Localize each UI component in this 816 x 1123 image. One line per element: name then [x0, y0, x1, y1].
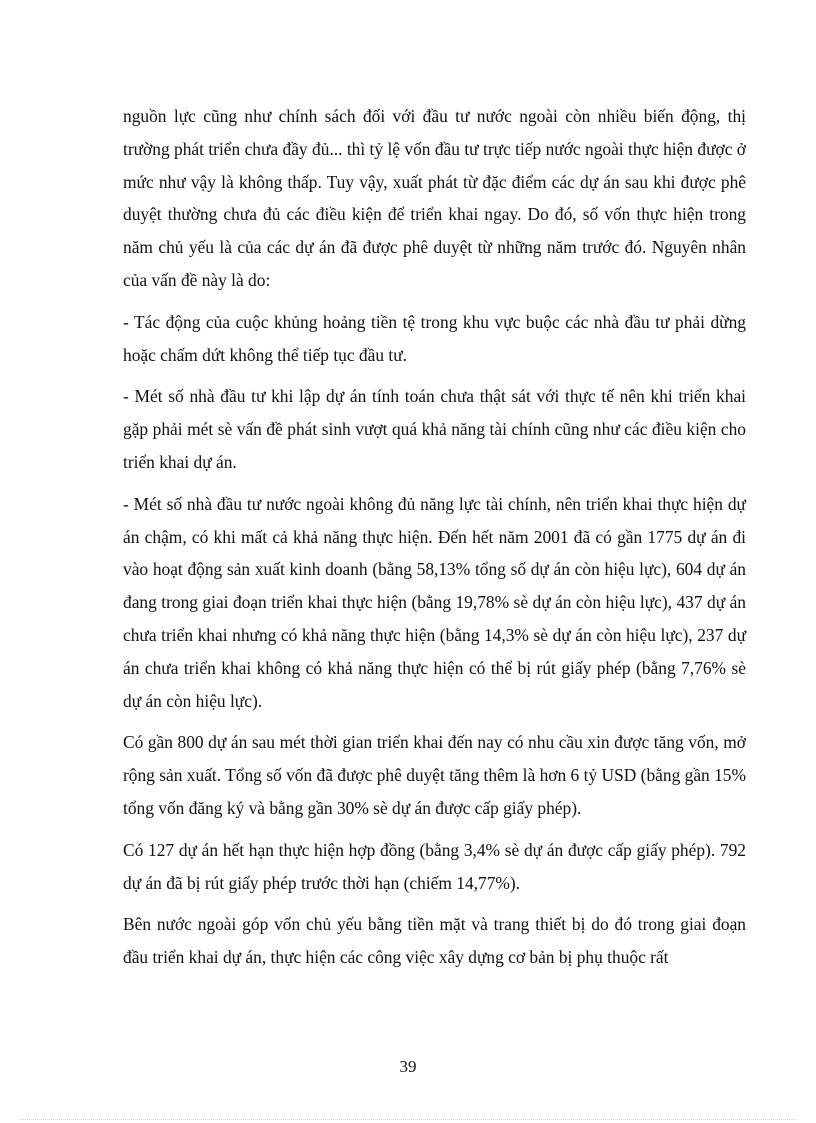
paragraph-bullet-finance: - Mét số nhà đầu tư nước ngoài không đủ năng lực tài chính, nên triển khai thực hiện dự án chậm, có khi mất cả khả năng thực hiện. Đến hết năm 2001 đã có gần 1775 dự án đi vào hoạt động sản xuất kinh doanh (bằng 58,13% tổng số dự án còn hiệu lực), 604 dự án đang trong giai đoạn triển khai thực hiện (bằng 19,78% sè dự án còn hiệu lực), 437 dự án chưa triển khai nhưng có khả năng thực hiện (bằng 14,3% sè dự án còn hiệu lực), 237 dự án chưa triển khai không có khả năng thực hiện có thể bị rút giấy phép (bằng 7,76% sè dự án còn hiệu lực).	[123, 493, 746, 711]
paragraph-foreign-contribution: Bên nước ngoài góp vốn chủ yếu bằng tiền mặt và trang thiết bị do đó trong giai đoạn đầu triển khai dự án, thực hiện các công việc xây dựng cơ bản bị phụ thuộc rất	[123, 914, 746, 968]
footer-divider	[20, 1119, 796, 1120]
paragraph-capital-increase: Có gần 800 dự án sau mét thời gian triển khai đến nay có nhu cầu xin được tăng vốn, mở rộng sản xuất. Tổng số vốn đã được phê duyệt tăng thêm là hơn 6 tỷ USD (bằng gần 15% tổng vốn đăng ký và bằng gần 30% sè dự án được cấp giấy phép).	[123, 732, 746, 818]
paragraph-bullet-crisis: - Tác động của cuộc khủng hoảng tiền tệ trong khu vực buộc các nhà đầu tư phải dừng hoặc chấm dứt không thể tiếp tục đầu tư.	[123, 311, 746, 365]
paragraph-expired-projects: Có 127 dự án hết hạn thực hiện hợp đồng (bằng 3,4% sè dự án được cấp giấy phép). 792 dự án đã bị rút giấy phép trước thời hạn (chiếm 14,77%).	[123, 839, 746, 893]
paragraph-intro: nguồn lực cũng như chính sách đối với đầu tư nước ngoài còn nhiều biến động, thị trường phát triển chưa đầy đủ... thì tỷ lệ vốn đầu tư trực tiếp nước ngoài thực hiện được ở mức như vậy là không thấp. Tuy vậy, xuất phát từ đặc điểm các dự án sau khi được phê duyệt thường chưa đủ các điều kiện để triển khai ngay. Do đó, số vốn thực hiện trong năm chủ yếu là của các dự án đã được phê duyệt từ những năm trước đó. Nguyên nhân của vấn đề này là do:	[123, 106, 746, 290]
page-number: 39	[399, 1057, 417, 1076]
paragraph-bullet-planning: - Mét số nhà đầu tư khi lập dự án tính toán chưa thật sát với thực tế nên khi triển khai gặp phải mét sè vấn đề phát sinh vượt quá khả năng tài chính cũng như các điều kiện cho triển khai dự án.	[123, 386, 746, 472]
body-text	[123, 100, 746, 983]
